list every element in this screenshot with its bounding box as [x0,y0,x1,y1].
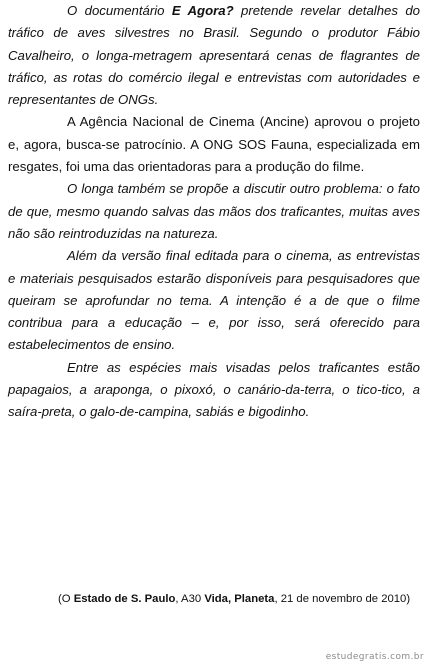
paragraph-2: A Agência Nacional de Cinema (Ancine) aprovou o projeto e, agora, busca-se patrocínio. A ONG SOS Fauna, especializada em resgates, foi uma das orientadoras para a produção do filme. [8,114,420,175]
source-citation [58,592,420,607]
source-section: Vida, Planeta [204,593,275,605]
documentary-title: E Agora? [171,3,234,18]
watermark: estudegratis.com.br [325,652,424,662]
paragraph-3: O longa também se propõe a discutir outro problema: o fato de que, mesmo quando salvas das mãos dos traficantes, muitas aves não são reintroduzidas na natureza. [8,181,420,241]
paragraph-1-intro: O documentário [67,3,172,18]
source-open: (O [58,593,74,605]
paragraph-4-text: Além da versão final editada para o cinema, as entrevistas e materiais pesquisados estarão disponíveis para pesquisadores que queiram se aprofundar no tema. A intenção é a de que o filme contribua para a educação – e, por isso, será oferecido para estabelecimentos de ensino. [8,248,420,353]
paragraph-4 [8,245,420,356]
source-close: , 21 de novembro de 2010) [274,593,411,605]
source-newspaper: Estado de S. Paulo [73,593,176,605]
paragraph-5: Entre as espécies mais visadas pelos traficantes estão papagaios, a araponga, o pixoxó, o canário-da-terra, o tico-tico, a saíra-preta, o galo-de-campina, sabiás e bigodinho. [8,359,420,420]
source-mid: , A30 [175,593,205,605]
paragraph-1-rest: pretende revelar detalhes do tráfico de aves silvestres no Brasil. Segundo o produtor Fábio Cavalheiro, o longa-metragem apresentará cenas de flagrantes de tráfico, as rotas do comércio ilegal e entrevistas com autoridades e representantes de ONGs. [8,3,420,108]
paragraph-1 [8,0,420,111]
article-body [8,0,420,424]
